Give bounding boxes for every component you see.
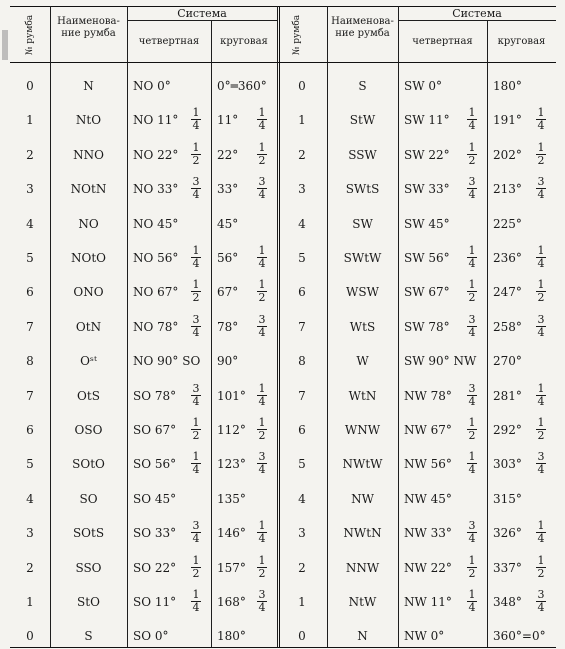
- quarter-fraction: [467, 245, 477, 270]
- quarter-value: NO 67°: [133, 285, 179, 300]
- circular-fraction: [536, 383, 546, 408]
- quarter-fraction-denominator: 2: [192, 153, 200, 167]
- quarter-fraction-numerator: 1: [192, 278, 200, 292]
- quarter-value: SO 45°: [133, 491, 177, 506]
- circular-fraction: [257, 245, 267, 270]
- quarter-fraction: [191, 107, 201, 132]
- quarter-fraction-numerator: 1: [468, 588, 476, 601]
- quarter-value: SW 22°: [404, 147, 450, 162]
- circular-fraction: [257, 142, 267, 167]
- quarter-value: SW 0°: [404, 79, 443, 93]
- rhumb-name: OSO: [74, 423, 103, 437]
- circular-fraction: [536, 279, 546, 304]
- quarter-fraction-numerator: 3: [192, 175, 200, 189]
- rhumb-name: SWtW: [343, 251, 382, 265]
- circular-fraction: [257, 417, 267, 442]
- circular-fraction-numerator: 1: [537, 140, 545, 154]
- circular-fraction-numerator: 3: [258, 450, 266, 464]
- circular-value: 326°: [493, 526, 522, 541]
- rhumb-number-header: № румба: [292, 14, 302, 56]
- circular-fraction: [257, 176, 267, 201]
- circular-fraction: [257, 383, 267, 408]
- quarter-value: SW 33°: [404, 182, 450, 197]
- rhumb-name: StO: [77, 595, 100, 609]
- quarter-fraction-denominator: 2: [468, 566, 476, 580]
- circular-fraction: [536, 314, 546, 339]
- quarter-value: NO 90° SO: [133, 354, 201, 369]
- circular-fraction: [536, 142, 546, 167]
- quarter-value: NO 56°: [133, 251, 179, 265]
- circular-fraction: [257, 520, 267, 545]
- circular-fraction-numerator: 1: [258, 244, 266, 257]
- rhumb-number: 2: [298, 147, 306, 162]
- circular-fraction: [257, 107, 267, 132]
- quarter-fraction-numerator: 3: [192, 381, 200, 395]
- quarter-fraction-denominator: 4: [192, 394, 200, 408]
- quarter-value: SW 56°: [404, 251, 450, 265]
- circular-fraction-numerator: 1: [537, 278, 545, 292]
- circular-fraction-denominator: 4: [537, 188, 545, 202]
- circular-fraction-numerator: 1: [258, 519, 266, 533]
- circular-fraction-denominator: 4: [537, 601, 545, 614]
- rhumb-name: NtO: [75, 113, 102, 128]
- rhumb-number: 5: [26, 251, 34, 265]
- rhumb-name: OtS: [77, 388, 100, 403]
- rhumb-name: SSO: [75, 560, 102, 575]
- quarter-fraction: [191, 142, 201, 167]
- rhumb-number: 7: [298, 388, 306, 403]
- system-header: Система: [177, 7, 227, 20]
- quarter-value: SW 67°: [404, 285, 450, 300]
- quarter-value: SW 45°: [404, 216, 450, 231]
- rhumb-number: 1: [26, 113, 34, 128]
- quarter-fraction-numerator: 1: [192, 553, 200, 567]
- circular-fraction: [536, 417, 546, 442]
- quarter-fraction-numerator: 1: [192, 588, 200, 601]
- circular-value: 225°: [493, 216, 522, 231]
- circular-fraction-denominator: 4: [537, 119, 545, 133]
- circular-fraction-denominator: 2: [258, 153, 266, 167]
- circular-fraction-numerator: 3: [537, 312, 545, 326]
- quarter-fraction-denominator: 4: [468, 119, 476, 133]
- rhumb-number: 4: [298, 216, 306, 231]
- circular-fraction: [536, 555, 546, 580]
- rhumb-name: SWtS: [345, 182, 380, 197]
- circular-value: 90°: [217, 354, 239, 369]
- system-divider-right: [398, 20, 556, 21]
- circular-value: 180°: [217, 629, 246, 644]
- circular-value: 180°: [493, 79, 522, 93]
- circular-value: 123°: [217, 457, 246, 472]
- circular-fraction-denominator: 4: [258, 257, 266, 270]
- circular-value: 101°: [217, 388, 246, 403]
- rhumb-number-header: № румба: [25, 14, 35, 56]
- rhumb-number: 6: [26, 285, 34, 300]
- rhumb-name: NW: [351, 491, 374, 506]
- quarter-fraction-numerator: 1: [468, 244, 476, 257]
- quarter-fraction: [191, 314, 201, 339]
- rhumb-name: NtW: [348, 595, 377, 609]
- rhumb-name: NNW: [345, 560, 380, 575]
- rhumb-name: OtN: [75, 319, 102, 334]
- circular-value: 292°: [493, 423, 522, 437]
- table-bottom-line: [10, 647, 556, 648]
- quarter-fraction-denominator: 4: [192, 188, 200, 202]
- circular-fraction-denominator: 2: [537, 291, 545, 305]
- circular-fraction: [536, 520, 546, 545]
- quarter-value: NO 78°: [133, 319, 179, 334]
- circular-value: 67°: [217, 285, 239, 300]
- circular-fraction-denominator: 4: [537, 532, 545, 546]
- circular-value: 78°: [217, 319, 239, 334]
- quarter-fraction-numerator: 1: [192, 416, 200, 429]
- rhumb-name: S: [84, 629, 93, 644]
- circular-fraction-denominator: 4: [537, 325, 545, 339]
- quarter-fraction-denominator: 2: [192, 291, 200, 305]
- quarter-fraction-denominator: 4: [468, 257, 476, 270]
- circular-value: 112°: [217, 423, 246, 437]
- rhumb-name: NOtN: [70, 182, 107, 197]
- quarter-value: SO 78°: [133, 388, 177, 403]
- quarter-value: NW 33°: [404, 526, 452, 541]
- quarter-value: NW 45°: [404, 491, 452, 506]
- quarter-fraction-denominator: 4: [468, 394, 476, 408]
- quarter-fraction-denominator: 2: [468, 153, 476, 167]
- circular-fraction-denominator: 2: [258, 566, 266, 580]
- circular-fraction-denominator: 4: [258, 325, 266, 339]
- rhumb-name: ONO: [73, 285, 104, 300]
- circular-fraction-numerator: 3: [537, 450, 545, 464]
- quarter-fraction: [467, 555, 477, 580]
- circular-fraction: [257, 279, 267, 304]
- circular-fraction-denominator: 2: [537, 566, 545, 580]
- rhumb-name: S: [358, 79, 367, 93]
- rhumb-name: N: [83, 79, 94, 93]
- rhumb-number: 8: [26, 354, 34, 369]
- quarter-fraction-numerator: 1: [468, 278, 476, 292]
- rhumb-number: 0: [298, 629, 306, 644]
- circular-fraction: [257, 555, 267, 580]
- circular-value: 191°: [493, 113, 522, 128]
- quarter-value: SO 56°: [133, 457, 177, 472]
- quarter-fraction-numerator: 1: [468, 553, 476, 567]
- rhumb-number: 1: [298, 595, 306, 609]
- quarter-fraction-numerator: 3: [468, 175, 476, 189]
- column-divider: [398, 6, 399, 647]
- rhumb-number: 5: [298, 251, 306, 265]
- quarter-fraction: [191, 279, 201, 304]
- quarter-fraction: [467, 383, 477, 408]
- rhumb-number: 4: [26, 216, 34, 231]
- quarter-value: NO 11°: [133, 113, 179, 128]
- circular-value: 303°: [493, 457, 522, 472]
- quarter-value: NO 45°: [133, 216, 179, 231]
- circular-fraction-denominator: 2: [537, 429, 545, 442]
- quarter-fraction: [191, 245, 201, 270]
- quarter-fraction: [467, 107, 477, 132]
- circular-value: 281°: [493, 388, 522, 403]
- circular-fraction-denominator: 2: [258, 291, 266, 305]
- quarter-fraction: [467, 417, 477, 442]
- circular-fraction-denominator: 2: [537, 153, 545, 167]
- quarter-fraction-denominator: 4: [192, 257, 200, 270]
- quarter-value: SO 33°: [133, 526, 177, 541]
- quarter-value: NO 22°: [133, 147, 179, 162]
- circular-value: 45°: [217, 216, 239, 231]
- quarter-fraction-denominator: 2: [192, 429, 200, 442]
- quarter-fraction: [467, 176, 477, 201]
- rhumb-name: SW: [352, 216, 373, 231]
- quarter-value: NW 22°: [404, 560, 452, 575]
- rhumb-number: 3: [26, 526, 34, 541]
- quarter-fraction-denominator: 4: [192, 325, 200, 339]
- rhumb-number: 2: [26, 560, 34, 575]
- rhumb-number: 4: [26, 491, 34, 506]
- circular-fraction: [536, 176, 546, 201]
- rhumb-number: 0: [26, 629, 34, 644]
- circular-value: 56°: [217, 251, 239, 265]
- circular-value: 315°: [493, 491, 522, 506]
- system-header: Система: [452, 7, 502, 20]
- rhumb-number: 6: [26, 423, 34, 437]
- circular-value: 247°: [493, 285, 522, 300]
- quarter-fraction: [467, 142, 477, 167]
- circular-value: 360°=0°: [493, 629, 546, 644]
- quarter-fraction: [467, 520, 477, 545]
- circular-fraction-numerator: 1: [258, 106, 266, 120]
- rhumb-name: NNO: [73, 147, 104, 162]
- quarter-fraction-denominator: 2: [192, 566, 200, 580]
- quarter-fraction: [191, 451, 201, 476]
- quarter-value: SO 67°: [133, 423, 177, 437]
- rhumb-number: 5: [298, 457, 306, 472]
- circular-fraction-denominator: 4: [258, 532, 266, 546]
- quarter-fraction-numerator: 3: [468, 381, 476, 395]
- column-divider: [487, 20, 488, 647]
- column-divider: [127, 6, 128, 647]
- quarter-value: NW 67°: [404, 423, 452, 437]
- quarter-value: NW 56°: [404, 457, 452, 472]
- quarter-fraction: [467, 314, 477, 339]
- system-divider-left: [127, 20, 277, 21]
- rhumb-number: 0: [298, 79, 306, 93]
- quarter-value: SW 11°: [404, 113, 450, 128]
- scan-mark: [2, 30, 8, 60]
- quarter-value: SW 90° NW: [404, 354, 477, 369]
- quarter-value: SW 78°: [404, 319, 450, 334]
- column-divider: [211, 20, 212, 647]
- circular-fraction: [536, 107, 546, 132]
- rhumb-name: SSW: [348, 147, 377, 162]
- quarter-fraction-numerator: 1: [468, 450, 476, 464]
- rhumb-name: W: [356, 354, 369, 369]
- quarter-fraction-denominator: 4: [468, 463, 476, 477]
- rhumb-number: 3: [298, 526, 306, 541]
- quarter-value: NW 0°: [404, 629, 445, 644]
- circular-fraction-denominator: 4: [258, 188, 266, 202]
- circular-fraction-denominator: 2: [258, 429, 266, 442]
- quarter-system-header: четвертная: [138, 36, 200, 47]
- rhumb-name: NWtW: [342, 457, 383, 472]
- rhumb-name: N: [357, 629, 368, 644]
- rhumb-name: SOtS: [72, 526, 105, 541]
- rhumb-number: 2: [26, 147, 34, 162]
- circular-fraction-numerator: 1: [537, 106, 545, 120]
- quarter-fraction-numerator: 3: [468, 519, 476, 533]
- circular-fraction-denominator: 4: [537, 257, 545, 270]
- quarter-value: SO 11°: [133, 595, 177, 609]
- rhumb-number: 2: [298, 560, 306, 575]
- quarter-fraction-denominator: 4: [468, 532, 476, 546]
- rhumb-number: 8: [298, 354, 306, 369]
- rhumb-number: 7: [26, 388, 34, 403]
- quarter-fraction: [467, 451, 477, 476]
- circular-fraction-numerator: 1: [258, 278, 266, 292]
- quarter-fraction-numerator: 1: [468, 140, 476, 154]
- quarter-fraction-numerator: 1: [468, 416, 476, 429]
- circular-fraction-denominator: 4: [537, 394, 545, 408]
- rhumb-name: WNW: [344, 423, 381, 437]
- circular-fraction-denominator: 4: [258, 394, 266, 408]
- quarter-fraction: [191, 520, 201, 545]
- circular-fraction-denominator: 4: [258, 601, 266, 614]
- circular-value: 236°: [493, 251, 522, 265]
- rhumb-number: 3: [298, 182, 306, 197]
- rhumb-number: 6: [298, 285, 306, 300]
- quarter-fraction: [467, 589, 477, 614]
- rhumb-name: NWtN: [343, 526, 382, 541]
- circular-fraction-numerator: 1: [258, 140, 266, 154]
- rhumb-number: 7: [26, 319, 34, 334]
- quarter-fraction-numerator: 1: [192, 450, 200, 464]
- circular-system-header: круговая: [220, 36, 268, 47]
- circular-fraction-numerator: 1: [537, 381, 545, 395]
- circular-value: 135°: [217, 491, 246, 506]
- quarter-fraction-denominator: 4: [192, 532, 200, 546]
- circular-value: 202°: [493, 147, 522, 162]
- quarter-value: SO 0°: [133, 629, 169, 644]
- circular-value: 0°═360°: [217, 79, 267, 93]
- circular-fraction-numerator: 3: [537, 588, 545, 601]
- rhumb-number: 0: [26, 79, 34, 93]
- rhumb-name: WtN: [348, 388, 377, 403]
- quarter-fraction: [467, 279, 477, 304]
- circular-fraction-numerator: 1: [537, 519, 545, 533]
- circular-fraction-numerator: 3: [537, 175, 545, 189]
- rhumb-number: 5: [26, 457, 34, 472]
- rhumb-number: 3: [26, 182, 34, 197]
- circular-value: 146°: [217, 526, 246, 541]
- quarter-fraction-numerator: 1: [468, 106, 476, 120]
- quarter-fraction-numerator: 1: [192, 106, 200, 120]
- circular-fraction: [257, 451, 267, 476]
- quarter-fraction-denominator: 2: [468, 429, 476, 442]
- circular-fraction-numerator: 1: [258, 416, 266, 429]
- rhumb-name: WtS: [349, 319, 376, 334]
- circular-fraction: [257, 589, 267, 614]
- quarter-fraction-denominator: 4: [468, 601, 476, 614]
- circular-fraction-numerator: 1: [258, 553, 266, 567]
- quarter-fraction: [191, 176, 201, 201]
- rhumb-number: 7: [298, 319, 306, 334]
- rhumb-name: Oˢᵗ: [80, 354, 97, 369]
- circular-value: 258°: [493, 319, 522, 334]
- circular-fraction: [536, 589, 546, 614]
- quarter-fraction: [191, 555, 201, 580]
- rhumb-name: SOtO: [72, 457, 105, 472]
- circular-system-header: круговая: [497, 36, 546, 47]
- quarter-fraction-denominator: 4: [468, 325, 476, 339]
- circular-value: 168°: [217, 595, 246, 609]
- quarter-value: NO 0°: [133, 79, 171, 93]
- quarter-value: NW 11°: [404, 595, 452, 609]
- quarter-fraction-denominator: 4: [192, 463, 200, 477]
- circular-value: 11°: [217, 113, 239, 128]
- rhumb-number: 1: [26, 595, 34, 609]
- quarter-fraction-denominator: 4: [192, 119, 200, 133]
- circular-value: 348°: [493, 595, 522, 609]
- quarter-fraction-numerator: 1: [192, 244, 200, 257]
- rhumb-name: NO: [78, 216, 99, 231]
- circular-fraction-numerator: 3: [258, 312, 266, 326]
- circular-fraction: [536, 451, 546, 476]
- rhumb-number: 1: [298, 113, 306, 128]
- rhumb-number: 6: [298, 423, 306, 437]
- quarter-fraction: [191, 383, 201, 408]
- circular-fraction-denominator: 4: [258, 463, 266, 477]
- quarter-fraction-denominator: 2: [468, 291, 476, 305]
- circular-value: 33°: [217, 182, 239, 197]
- circular-fraction: [536, 245, 546, 270]
- quarter-fraction-numerator: 1: [192, 140, 200, 154]
- quarter-fraction: [191, 417, 201, 442]
- quarter-system-header: четвертная: [412, 36, 473, 47]
- circular-fraction-numerator: 3: [258, 175, 266, 189]
- circular-value: 270°: [493, 354, 522, 369]
- circular-fraction-denominator: 4: [537, 463, 545, 477]
- quarter-fraction-numerator: 3: [192, 312, 200, 326]
- circular-fraction-numerator: 1: [258, 381, 266, 395]
- quarter-fraction-numerator: 3: [468, 312, 476, 326]
- circular-fraction-numerator: 1: [537, 416, 545, 429]
- circular-value: 337°: [493, 560, 522, 575]
- rhumb-name: SO: [79, 491, 98, 506]
- quarter-fraction-denominator: 4: [192, 601, 200, 614]
- header-bottom-line: [10, 62, 556, 63]
- rhumb-number: 4: [298, 491, 306, 506]
- quarter-value: NO 33°: [133, 182, 179, 197]
- rhumb-name-header: Наименова- ние румба: [57, 16, 120, 39]
- circular-fraction: [257, 314, 267, 339]
- rhumb-name: NOtO: [71, 251, 106, 265]
- quarter-value: SO 22°: [133, 560, 177, 575]
- circular-value: 157°: [217, 560, 246, 575]
- quarter-value: NW 78°: [404, 388, 452, 403]
- circular-fraction-numerator: 1: [537, 244, 545, 257]
- circular-value: 213°: [493, 182, 522, 197]
- circular-fraction-numerator: 3: [258, 588, 266, 601]
- rhumb-name-header: Наименова- ние румба: [331, 16, 394, 39]
- quarter-fraction-numerator: 3: [192, 519, 200, 533]
- circular-fraction-denominator: 4: [258, 119, 266, 133]
- quarter-fraction: [191, 589, 201, 614]
- rhumb-name: StW: [349, 113, 376, 128]
- circular-fraction-numerator: 1: [537, 553, 545, 567]
- rhumb-name: WSW: [346, 285, 379, 300]
- circular-value: 22°: [217, 147, 239, 162]
- quarter-fraction-denominator: 4: [468, 188, 476, 202]
